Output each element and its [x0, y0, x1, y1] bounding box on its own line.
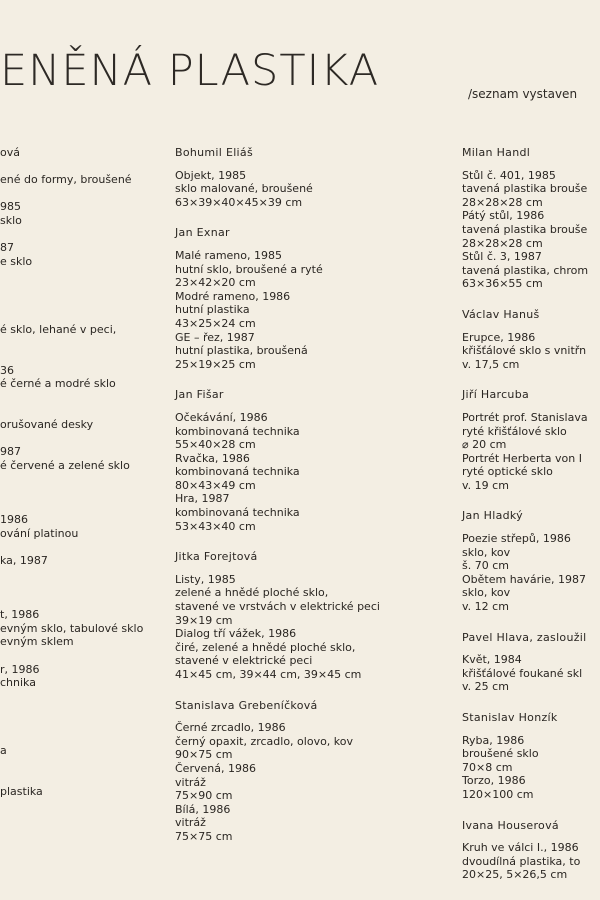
artwork-detail: zelené a hnědé ploché sklo,	[175, 586, 329, 600]
catalog-line: é červené a zelené sklo	[0, 458, 130, 472]
artwork-entry	[175, 627, 380, 681]
catalog-line: 1986	[0, 513, 28, 527]
artwork-title: Stůl č. 401, 1985	[462, 168, 556, 182]
artist-name: Stanislava Grebeníčková	[175, 698, 318, 712]
artwork-entry	[462, 452, 588, 493]
catalog-line: é sklo, lehané v peci,	[0, 322, 117, 336]
artwork-detail: hutní plastika	[175, 303, 250, 317]
artwork-detail: hutní plastika, broušená	[175, 344, 308, 358]
artwork-detail: stavené v elektrické peci	[175, 654, 313, 668]
artwork-entry	[175, 762, 380, 803]
artwork-entry	[462, 734, 588, 775]
catalog-line	[0, 268, 143, 282]
catalog-line: 36	[0, 363, 14, 377]
artist-name: Jan Fišar	[175, 388, 224, 402]
artwork-detail: vitráž	[175, 775, 206, 789]
catalog-line	[0, 309, 143, 323]
artwork-detail: 55×40×28 cm	[175, 438, 256, 452]
artwork-entry	[462, 653, 588, 694]
artwork-detail: stavené ve vrstvách v elektrické peci	[175, 600, 380, 614]
artwork-title: Ryba, 1986	[462, 733, 525, 747]
artwork-entry	[462, 774, 588, 801]
artwork-detail: kombinovaná technika	[175, 424, 300, 438]
artwork-entry	[462, 532, 588, 573]
artwork-title: Erupce, 1986	[462, 330, 536, 344]
catalog-line	[0, 540, 143, 554]
artwork-entry	[175, 411, 380, 452]
catalog-line	[0, 404, 143, 418]
catalog-line: 985	[0, 200, 21, 214]
catalog-line: plastika	[0, 784, 43, 798]
artwork-entry	[462, 411, 588, 452]
artwork-entry	[175, 803, 380, 844]
artwork-title: Listy, 1985	[175, 572, 236, 586]
artwork-title: Kruh ve válci I., 1986	[462, 841, 579, 855]
artwork-detail: š. 70 cm	[462, 559, 509, 573]
catalog-line: orušované desky	[0, 417, 94, 431]
middle-column	[175, 146, 380, 844]
artwork-detail: v. 12 cm	[462, 600, 509, 614]
artwork-detail: sklo, kov	[462, 586, 511, 600]
catalog-line	[0, 296, 143, 310]
artwork-entry	[175, 290, 380, 331]
catalog-line	[0, 771, 143, 785]
catalog-line	[0, 703, 143, 717]
catalog-line: sklo	[0, 213, 22, 227]
artwork-detail: křišťálové sklo s vnitřn	[462, 344, 587, 358]
artwork-title: Stůl č. 3, 1987	[462, 250, 542, 264]
catalog-line: ování platinou	[0, 526, 79, 540]
artwork-detail: černý opaxit, zrcadlo, olovo, kov	[175, 734, 354, 748]
artwork-detail: 90×75 cm	[175, 748, 233, 762]
catalog-line: 87	[0, 241, 14, 255]
artwork-detail: 28×28×28 cm	[462, 195, 543, 209]
artist-name: Jan Exnar	[175, 226, 230, 240]
catalog-line	[0, 431, 143, 445]
artwork-detail: 53×43×40 cm	[175, 519, 256, 533]
artwork-entry	[175, 492, 380, 533]
right-column	[462, 146, 588, 882]
artwork-entry	[175, 452, 380, 493]
artwork-title: Červená, 1986	[175, 761, 256, 775]
artwork-detail: čiré, zelené a hnědé ploché sklo,	[175, 640, 356, 654]
artist-name: Pavel Hlava, zasloužil	[462, 630, 587, 644]
artwork-detail: sklo malované, broušené	[175, 182, 313, 196]
artwork-entry	[175, 249, 380, 290]
artwork-detail: tavená plastika brouše	[462, 182, 588, 196]
artwork-entry	[462, 573, 588, 614]
catalog-line	[0, 581, 143, 595]
catalog-line: ka, 1987	[0, 553, 48, 567]
artwork-entry	[462, 331, 588, 372]
catalog-line	[0, 336, 143, 350]
artwork-title: Obětem havárie, 1987	[462, 572, 586, 586]
catalog-line	[0, 595, 143, 609]
catalog-line: ová	[0, 146, 20, 159]
artwork-detail: 20×25, 5×26,5 cm	[462, 868, 568, 882]
catalog-line: é černé a modré sklo	[0, 377, 116, 391]
catalog-line	[0, 486, 143, 500]
artwork-title: Hra, 1987	[175, 492, 230, 506]
artwork-detail: ⌀ 20 cm	[462, 438, 507, 452]
artwork-detail: 63×36×55 cm	[462, 277, 543, 291]
artwork-detail: hutní sklo, broušené a ryté	[175, 262, 323, 276]
artwork-title: Pátý stůl, 1986	[462, 209, 545, 223]
catalog-line	[0, 391, 143, 405]
catalog-line: 987	[0, 445, 21, 459]
artwork-detail: v. 25 cm	[462, 680, 509, 694]
artwork-detail: 25×19×25 cm	[175, 357, 256, 371]
artwork-detail: 120×100 cm	[462, 787, 534, 801]
artwork-detail: 28×28×28 cm	[462, 236, 543, 250]
artwork-title: Modré rameno, 1986	[175, 289, 291, 303]
artwork-detail: sklo, kov	[462, 545, 511, 559]
artwork-detail: ryté optické sklo	[462, 465, 553, 479]
artist-name: Jitka Forejtová	[175, 550, 258, 564]
artwork-detail: 43×25×24 cm	[175, 316, 256, 330]
catalog-line	[0, 160, 143, 174]
catalog-line: e sklo	[0, 254, 33, 268]
catalog-line	[0, 567, 143, 581]
catalog-line	[0, 187, 143, 201]
catalog-line	[0, 228, 143, 242]
artwork-title: GE – řez, 1987	[175, 330, 255, 344]
artwork-detail: 23×42×20 cm	[175, 276, 256, 290]
artist-name: Bohumil Eliáš	[175, 146, 253, 159]
artist-name: Jan Hladký	[462, 509, 523, 523]
catalog-line: chnika	[0, 676, 36, 690]
catalog-line	[0, 282, 143, 296]
catalog-line	[0, 717, 143, 731]
artwork-entry	[462, 169, 588, 210]
artwork-title: Portrét prof. Stanislava	[462, 410, 588, 424]
artwork-title: Očekávání, 1986	[175, 410, 268, 424]
artist-name: Stanislav Honzík	[462, 711, 558, 724]
catalog-line	[0, 350, 143, 364]
artwork-detail: křišťálové foukané skl	[462, 666, 583, 680]
catalog-line: r, 1986	[0, 662, 40, 676]
artwork-detail: ryté křišťálové sklo	[462, 424, 567, 438]
catalog-line: evným sklo, tabulové sklo	[0, 621, 144, 635]
artwork-title: Poezie střepů, 1986	[462, 532, 571, 546]
page-subtitle: /seznam vystaven	[468, 87, 578, 101]
artwork-detail: 63×39×40×45×39 cm	[175, 195, 303, 209]
catalog-line: t, 1986	[0, 608, 40, 622]
catalog-line	[0, 649, 143, 663]
artwork-detail: tavená plastika, chrom	[462, 263, 589, 277]
artist-name: Václav Hanuš	[462, 307, 540, 321]
artwork-title: Torzo, 1986	[462, 774, 526, 788]
artwork-detail: kombinovaná technika	[175, 506, 300, 520]
artwork-title: Portrét Herberta von I	[462, 451, 583, 465]
artwork-detail: v. 19 cm	[462, 478, 509, 492]
artist-name: Ivana Houserová	[462, 818, 559, 832]
artwork-title: Objekt, 1985	[175, 168, 247, 182]
artwork-title: Dialog tří vážek, 1986	[175, 627, 297, 641]
artwork-detail: broušené sklo	[462, 747, 539, 761]
artwork-title: Bílá, 1986	[175, 802, 231, 816]
page-title: ENĚNÁ PLASTIKA	[0, 46, 380, 96]
left-column	[0, 146, 143, 799]
artwork-title: Květ, 1984	[462, 653, 522, 667]
catalog-line	[0, 731, 143, 745]
artwork-title: Rvačka, 1986	[175, 451, 250, 465]
artwork-entry	[175, 331, 380, 372]
artwork-detail: 41×45 cm, 39×44 cm, 39×45 cm	[175, 668, 362, 681]
catalog-line: a	[0, 744, 7, 758]
artist-name: Jiří Harcuba	[462, 388, 530, 402]
artwork-entry	[462, 250, 588, 291]
catalog-line	[0, 758, 143, 772]
artwork-detail: 75×90 cm	[175, 789, 233, 803]
artwork-entry	[462, 209, 588, 250]
artwork-detail: tavená plastika brouše	[462, 222, 588, 236]
artwork-entry	[175, 169, 380, 210]
artwork-detail: v. 17,5 cm	[462, 357, 520, 371]
artwork-title: Černé zrcadlo, 1986	[175, 721, 286, 735]
artwork-entry	[462, 841, 588, 882]
artwork-detail: dvoudílná plastika, to	[462, 854, 581, 868]
artwork-entry	[175, 721, 380, 762]
artwork-detail: 75×75 cm	[175, 829, 233, 843]
catalog-line: evným sklem	[0, 635, 74, 649]
catalog-line	[0, 472, 143, 486]
catalog-line	[0, 499, 143, 513]
artwork-detail: 39×19 cm	[175, 613, 233, 627]
artwork-entry	[175, 573, 380, 627]
catalog-line	[0, 690, 143, 704]
artwork-title: Malé rameno, 1985	[175, 248, 282, 262]
artwork-detail: vitráž	[175, 816, 206, 830]
artwork-detail: 80×43×49 cm	[175, 478, 256, 492]
artist-name: Milan Handl	[462, 146, 531, 159]
artwork-detail: 70×8 cm	[462, 760, 513, 774]
artwork-detail: kombinovaná technika	[175, 465, 300, 479]
catalog-line: ené do formy, broušené	[0, 173, 132, 187]
